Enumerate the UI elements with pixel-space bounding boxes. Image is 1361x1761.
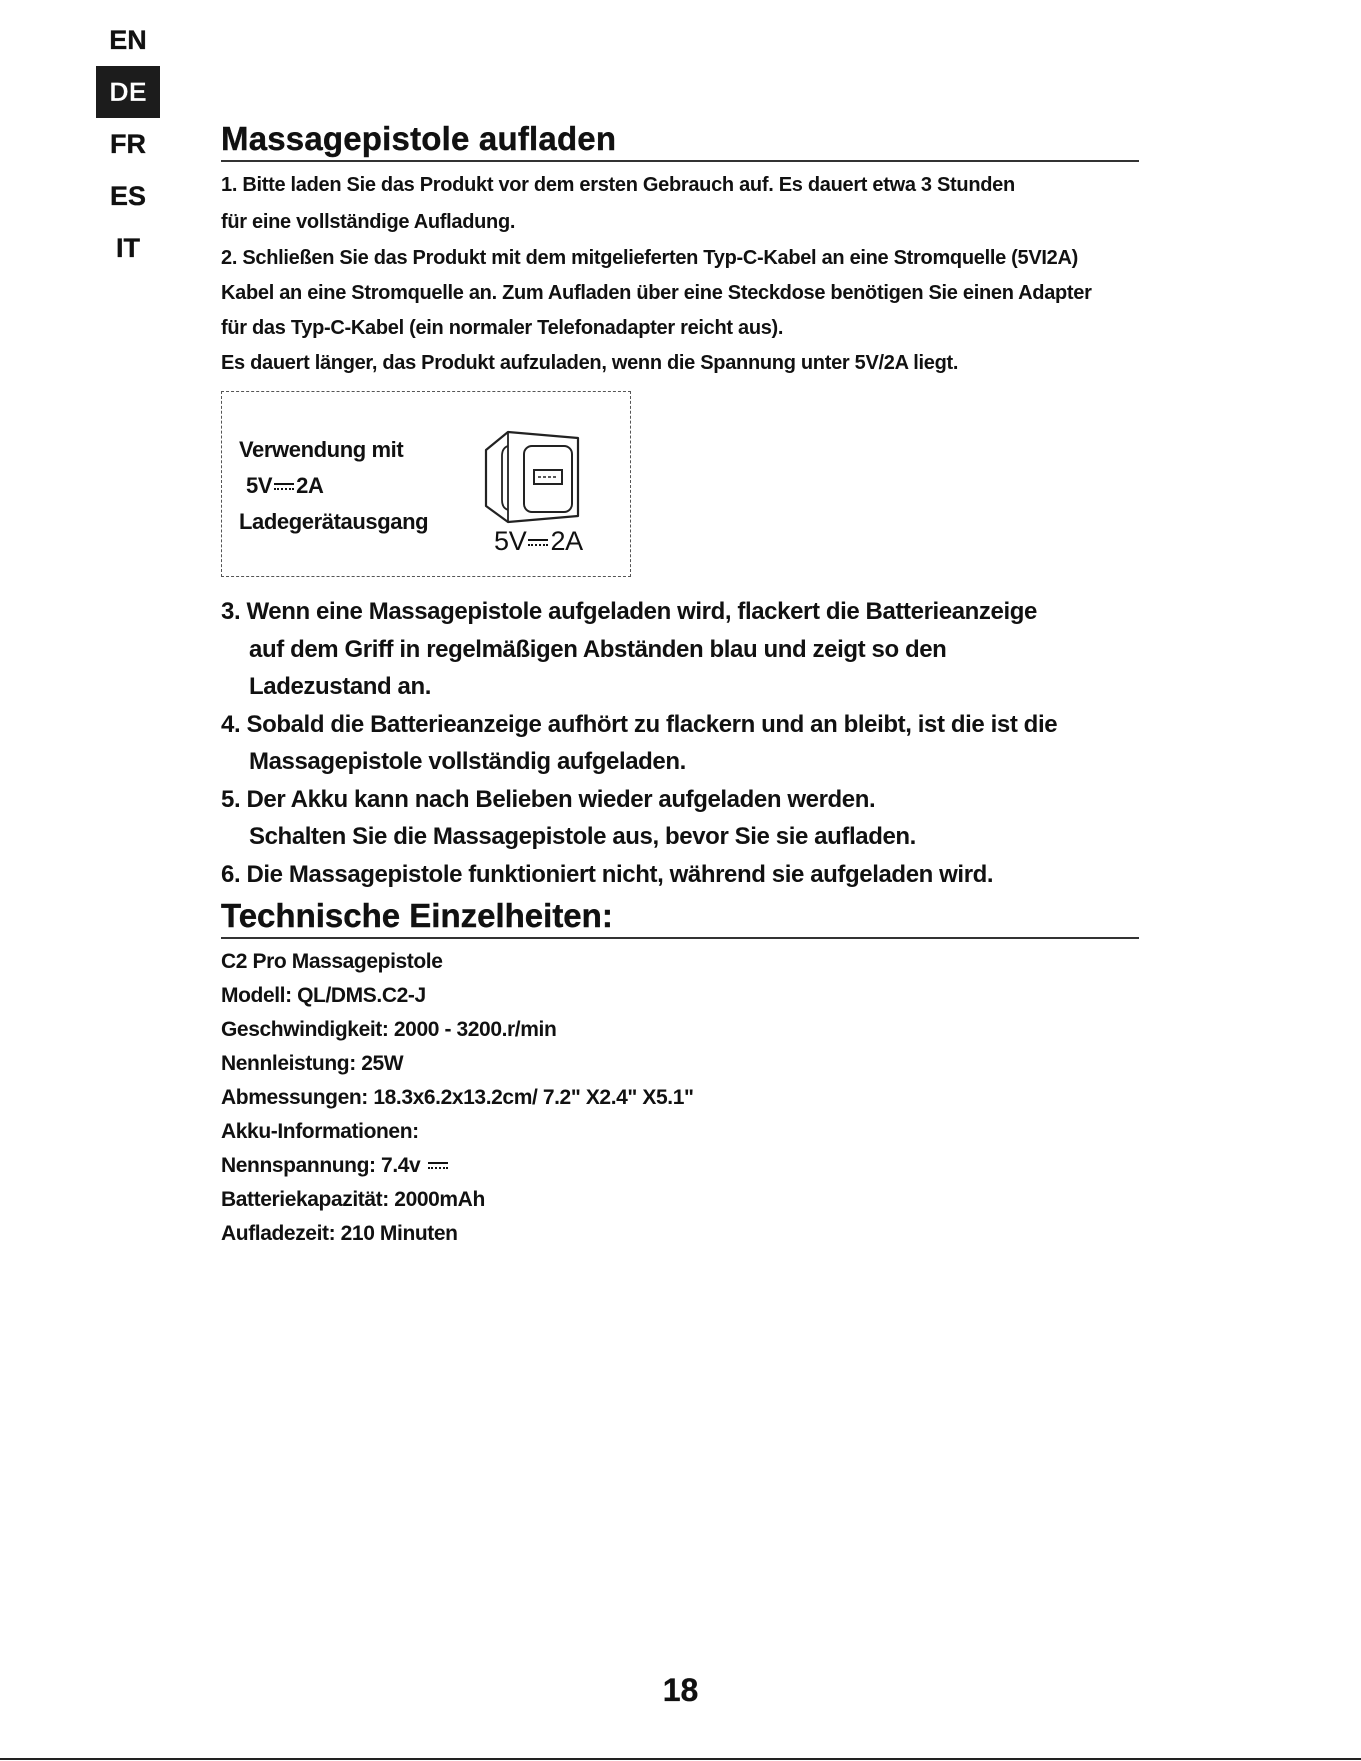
lang-tab-es[interactable]: ES	[109, 181, 147, 211]
step-4-cont: Massagepistole vollständig aufgeladen.	[249, 748, 686, 775]
charger-output-label: Ladegerätausgang	[239, 509, 429, 534]
lang-tab-it[interactable]: IT	[116, 233, 140, 263]
charging-intro	[221, 172, 1139, 377]
intro-line-1: 1. Bitte laden Sie das Produkt vor dem ersten Gebrauch auf. Es dauert etwa 3 Stunden	[221, 174, 1015, 196]
language-tabs	[96, 14, 160, 274]
lang-tab-de[interactable]: DE	[96, 66, 160, 118]
step-5-cont: Schalten Sie die Massagepistole aus, bevor Sie sie aufladen.	[249, 823, 916, 850]
charger-info-box	[221, 391, 631, 577]
charger-rating	[239, 468, 428, 504]
charger-output-rating	[494, 526, 583, 557]
step-5: 5. Der Akku kann nach Belieben wieder aufgeladen werden.	[221, 785, 876, 813]
spec-power: Nennleistung: 25W	[221, 1052, 404, 1075]
charger-requirements	[239, 432, 428, 540]
charging-steps	[221, 593, 1139, 893]
intro-line-2: für eine vollständige Aufladung.	[221, 211, 516, 233]
charger-label-amps: 2A	[550, 526, 583, 556]
charging-heading: Massagepistole aufladen	[221, 120, 1139, 162]
dc-symbol-icon	[274, 482, 294, 492]
intro-line-6: Es dauert länger, das Produkt aufzuladen, wenn die Spannung unter 5V/2A liegt.	[221, 352, 959, 374]
spec-product: C2 Pro Massagepistole	[221, 950, 443, 973]
spec-voltage-line	[221, 1149, 1139, 1183]
technical-specs	[221, 945, 1139, 1251]
lang-tab-fr[interactable]: FR	[110, 129, 146, 159]
step-4: 4. Sobald die Batterieanzeige aufhört zu flackern und an bleibt, ist die ist die	[221, 710, 1058, 738]
charger-rating-amps: 2A	[296, 473, 324, 498]
step-6: 6. Die Massagepistole funktioniert nicht, während sie aufgeladen wird.	[221, 860, 994, 888]
spec-model: Modell: QL/DMS.C2-J	[221, 984, 426, 1007]
step-3-cont-2: Ladezustand an.	[249, 673, 432, 700]
lang-tab-en[interactable]: EN	[109, 25, 147, 55]
spec-voltage: Nennspannung: 7.4v	[221, 1154, 421, 1177]
charger-use-with: Verwendung mit	[239, 437, 404, 462]
page-number: 18	[662, 1672, 699, 1708]
spec-speed: Geschwindigkeit: 2000 - 3200.r/min	[221, 1018, 557, 1041]
charger-label-volts: 5V	[494, 526, 527, 556]
intro-line-3: 2. Schließen Sie das Produkt mit dem mitgelieferten Typ-C-Kabel an eine Stromquelle (5VI2A)	[221, 247, 1078, 269]
spec-battery-info: Akku-Informationen:	[221, 1120, 419, 1143]
page-content	[221, 120, 1139, 1251]
spec-capacity: Batteriekapazität: 2000mAh	[221, 1188, 485, 1211]
bottom-divider	[0, 1758, 1361, 1760]
dc-symbol-icon	[428, 1161, 448, 1171]
step-3: 3. Wenn eine Massagepistole aufgeladen wird, flackert die Batterieanzeige	[221, 598, 1037, 625]
charger-rating-volts: 5V	[246, 473, 273, 498]
technical-heading: Technische Einzelheiten:	[221, 897, 1139, 939]
dc-symbol-icon	[528, 538, 548, 548]
intro-line-4: Kabel an eine Stromquelle an. Zum Aufladen über eine Steckdose benötigen Sie einen Adapter	[221, 282, 1092, 304]
usb-charger-icon	[478, 426, 588, 526]
spec-dimensions: Abmessungen: 18.3x6.2x13.2cm/ 7.2" X2.4" X5.1"	[221, 1086, 694, 1109]
step-3-cont-1: auf dem Griff in regelmäßigen Abständen blau und zeigt so den	[249, 635, 947, 663]
intro-line-5: für das Typ-C-Kabel (ein normaler Telefonadapter reicht aus).	[221, 317, 784, 339]
spec-charge-time: Aufladezeit: 210 Minuten	[221, 1222, 458, 1245]
